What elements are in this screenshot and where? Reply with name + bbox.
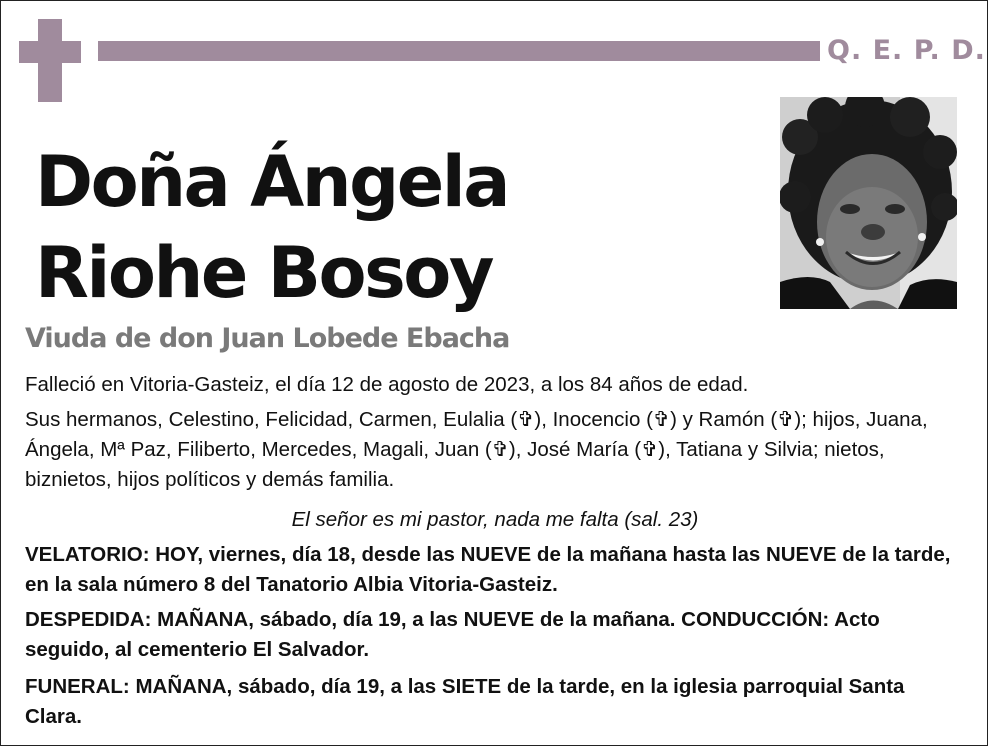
portrait-photo	[780, 97, 957, 309]
qepd-heading: Q. E. P. D.	[827, 35, 986, 66]
deceased-name-line2: Riohe Bosoy	[35, 232, 492, 314]
widow-of-line: Viuda de don Juan Lobede Ebacha	[25, 323, 510, 354]
psalm-quote: El señor es mi pastor, nada me falta (sal. 23)	[291, 508, 699, 531]
deceased-name-line1: Doña Ángela	[35, 141, 508, 223]
deceased-name	[35, 137, 508, 319]
portrait-image	[780, 97, 957, 309]
family-text: Sus hermanos, Celestino, Felicidad, Carmen, Eulalia (✞), Inocencio (✞) y Ramón (✞); hijos, Juana, Ángela, Mª Paz, Filiberto, Mercedes, Magali, Juan (✞), José María (✞), Tatiana y Silvia; nietos, biznietos, hijos políticos y demás familia.	[25, 408, 928, 491]
death-notice-text: Falleció en Vitoria-Gasteiz, el día 12 de agosto de 2023, a los 84 años de edad.	[25, 373, 749, 396]
despedida-text: DESPEDIDA: MAÑANA, sábado, día 19, a las NUEVE de la mañana. CONDUCCIÓN: Acto seguido, al cementerio El Salvador.	[25, 608, 880, 661]
funeral-text: FUNERAL: MAÑANA, sábado, día 19, a las SIETE de la tarde, en la iglesia parroquial Santa Clara.	[25, 675, 905, 728]
header-rule	[98, 41, 820, 61]
velatorio-text: VELATORIO: HOY, viernes, día 18, desde las NUEVE de la mañana hasta las NUEVE de la tarde, en la sala número 8 del Tanatorio Albia Vitoria-Gasteiz.	[25, 543, 951, 596]
cross-horizontal-bar	[19, 41, 81, 63]
